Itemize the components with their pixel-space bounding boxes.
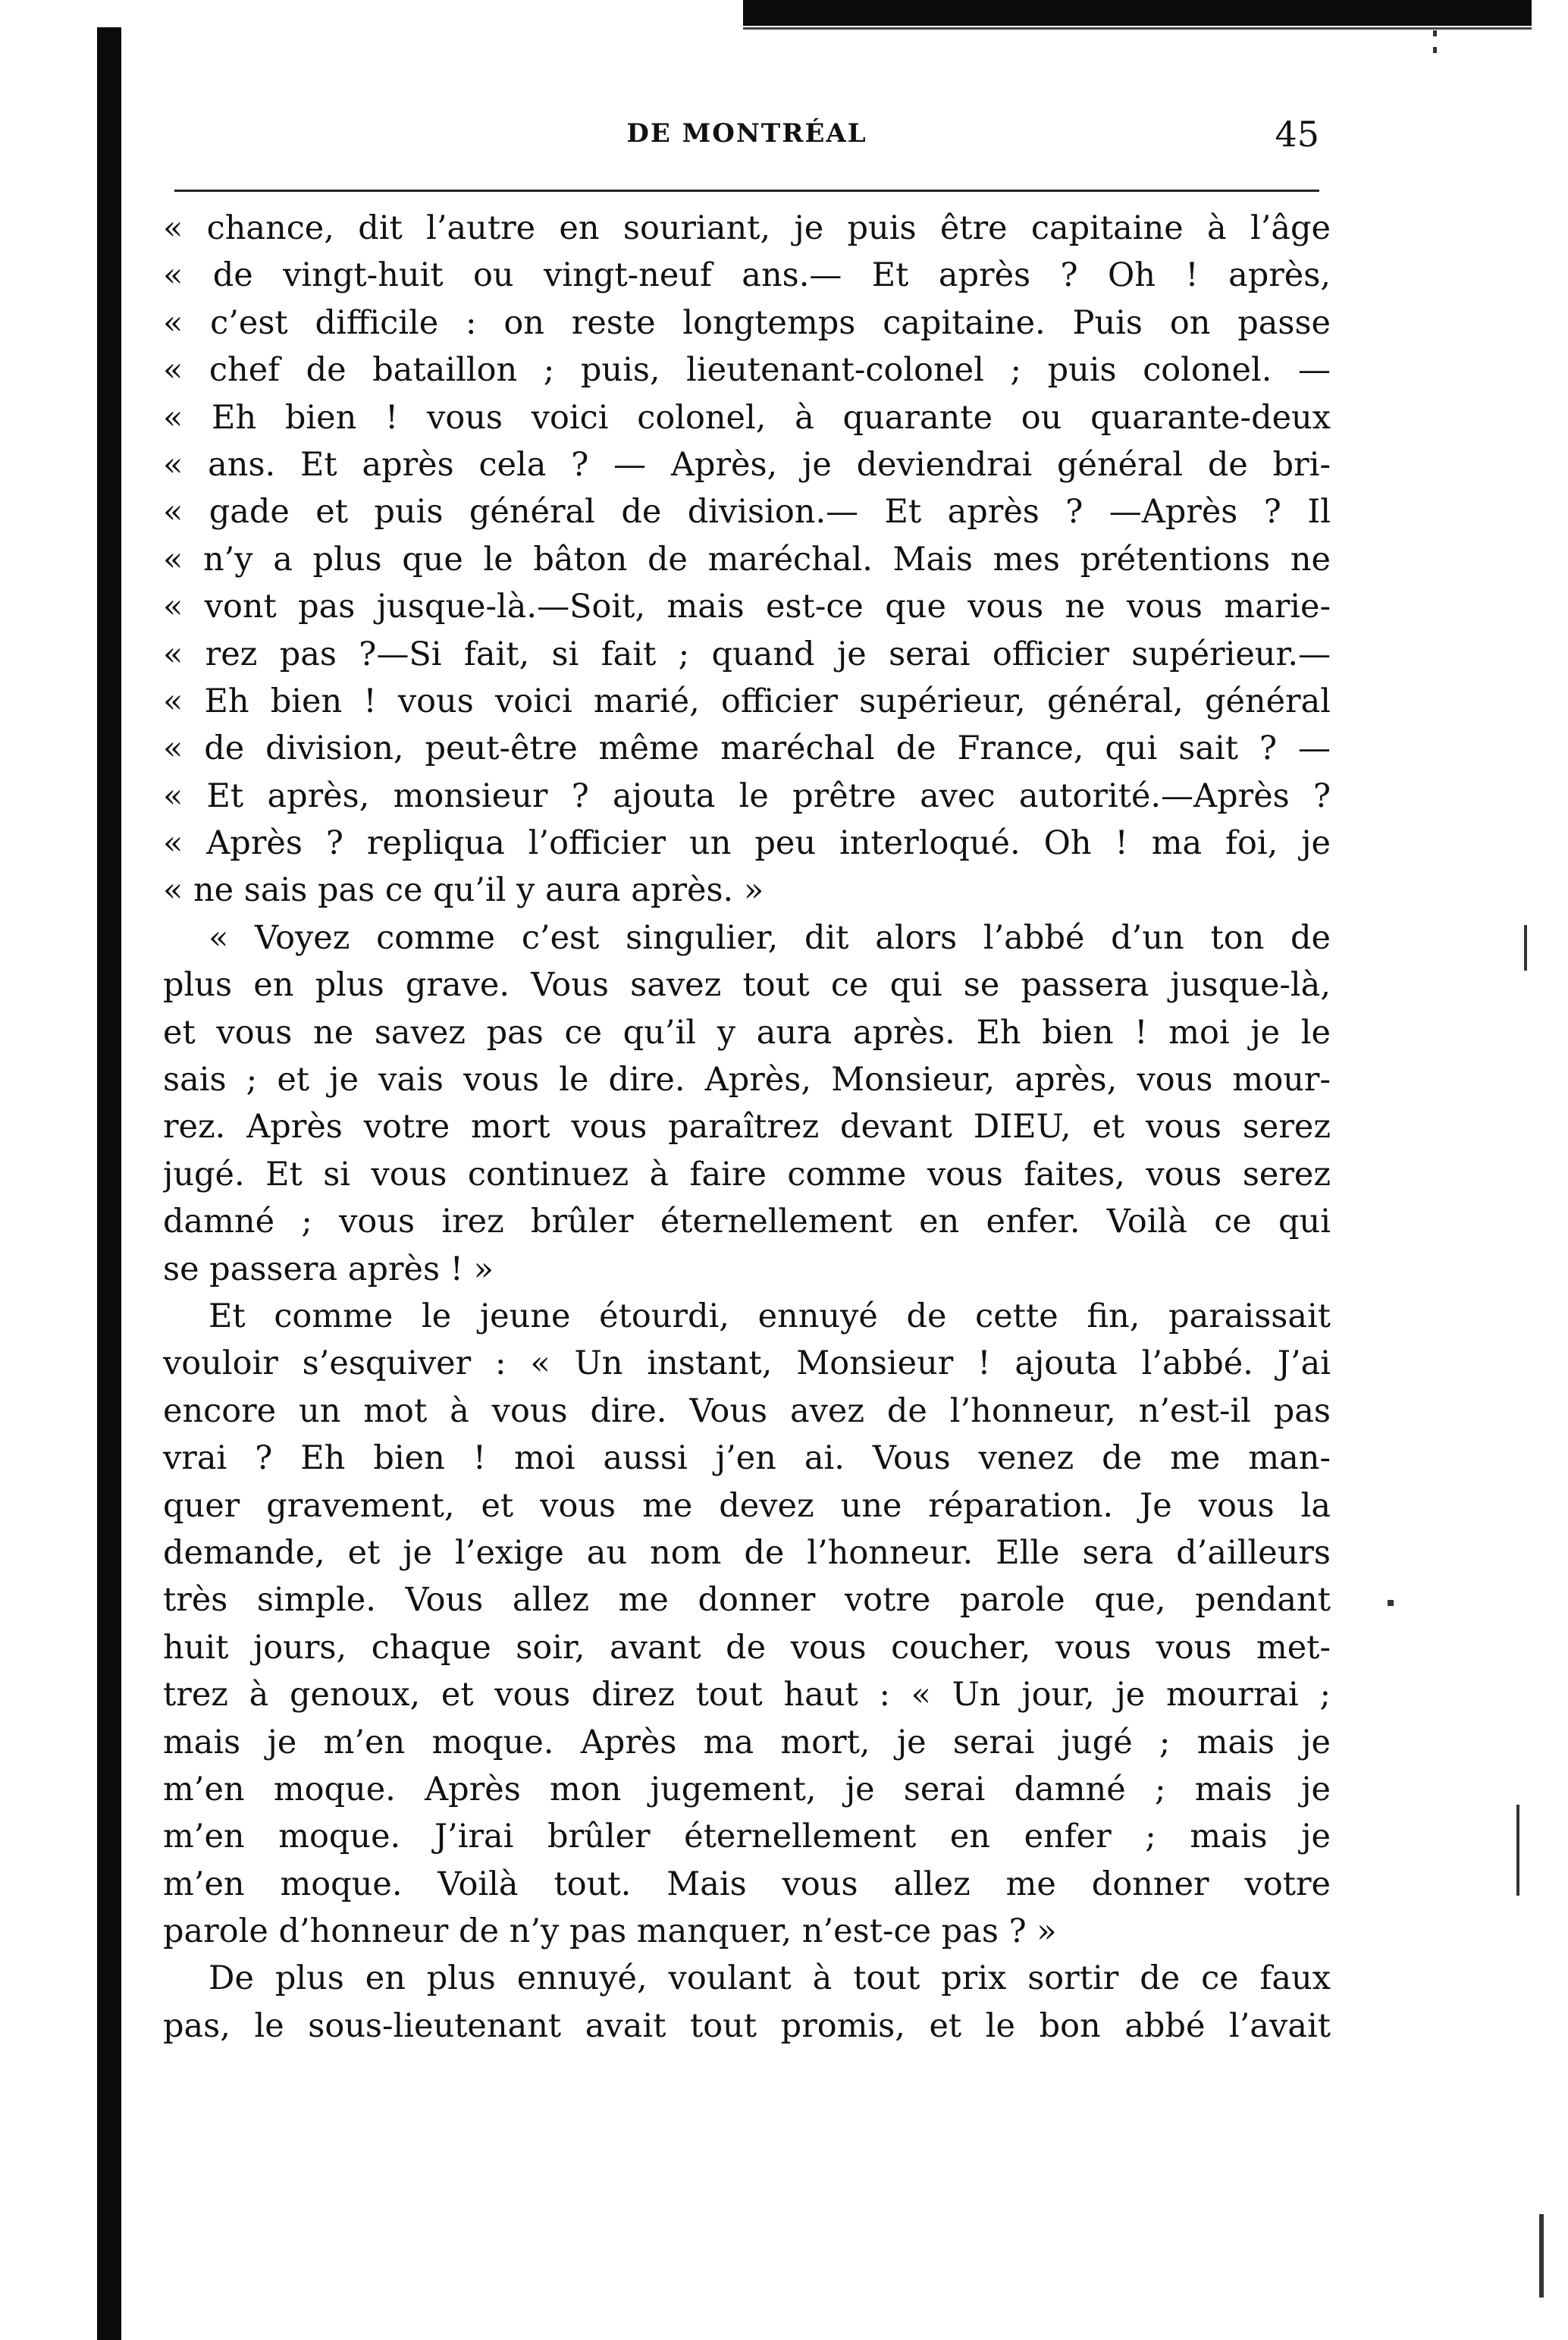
text-line: se passera après ! »: [163, 1250, 494, 1288]
running-title: DE MONTRÉAL: [626, 118, 867, 149]
text-line: sais ; et je vais vous le dire. Après, Monsieur, après, vous mour-: [163, 1061, 1331, 1099]
text-line: m’en moque. Après mon jugement, je serai damné ; mais je: [163, 1770, 1331, 1808]
scan-speck: [1539, 2214, 1544, 2298]
text-line: et vous ne savez pas ce qu’il y aura après. Eh bien ! moi je le: [163, 1013, 1331, 1052]
page-header: [174, 114, 1319, 167]
text-line: « Eh bien ! vous voici colonel, à quarante ou quarante-deux: [163, 398, 1331, 437]
top-scan-bar: [743, 0, 1532, 26]
text-line: parole d’honneur de n’y pas manquer, n’est-ce pas ? »: [163, 1912, 1057, 1951]
text-line: trez à genoux, et vous direz tout haut : « Un jour, je mourrai ;: [163, 1676, 1331, 1714]
text-line: jugé. Et si vous continuez à faire comme vous faites, vous serez: [163, 1155, 1331, 1194]
text-line: « de vingt-huit ou vingt-neuf ans.— Et après ? Oh ! après,: [163, 256, 1331, 295]
text-line: « vont pas jusque-là.—Soit, mais est-ce que vous ne vous marie-: [163, 588, 1331, 626]
text-line: plus en plus grave. Vous savez tout ce qui se passera jusque-là,: [163, 966, 1331, 1005]
text-line: vrai ? Eh bien ! moi aussi j’en ai. Vous venez de me man-: [163, 1439, 1331, 1478]
text-line: pas, le sous-lieutenant avait tout promis, et le bon abbé l’avait: [163, 2006, 1331, 2045]
text-line: quer gravement, et vous me devez une réparation. Je vous la: [163, 1486, 1331, 1525]
text-line: encore un mot à vous dire. Vous avez de l’honneur, n’est-il pas: [163, 1391, 1331, 1430]
scan-speck: [1516, 1805, 1519, 1896]
text-line: demande, et je l’exige au nom de l’honneur. Elle sera d’ailleurs: [163, 1533, 1331, 1572]
page-number: 45: [1275, 114, 1319, 155]
scan-speck: [1388, 1600, 1394, 1606]
text-line: damné ; vous irez brûler éternellement en enfer. Voilà ce qui: [163, 1203, 1331, 1241]
text-line: Et comme le jeune étourdi, ennuyé de cette fin, paraissait: [209, 1297, 1331, 1335]
book-spine-shadow: [97, 27, 121, 2340]
top-scan-line: [743, 27, 1532, 30]
text-line: « rez pas ?—Si fait, si fait ; quand je serai officier supérieur.—: [163, 635, 1331, 673]
scan-speck: [1433, 30, 1437, 36]
text-line: De plus en plus ennuyé, voulant à tout prix sortir de ce faux: [209, 1959, 1331, 1998]
text-line: « Après ? repliqua l’officier un peu interloqué. Oh ! ma foi, je: [163, 824, 1331, 863]
text-line: vouloir s’esquiver : « Un instant, Monsieur ! ajouta l’abbé. J’ai: [163, 1344, 1331, 1383]
text-line: mais je m’en moque. Après ma mort, je serai jugé ; mais je: [163, 1723, 1331, 1761]
text-line: très simple. Vous allez me donner votre parole que, pendant: [163, 1581, 1331, 1620]
text-line: « ne sais pas ce qu’il y aura après. »: [163, 871, 764, 910]
text-line: « Eh bien ! vous voici marié, officier supérieur, général, général: [163, 682, 1331, 720]
text-line: m’en moque. J’irai brûler éternellement en enfer ; mais je: [163, 1818, 1331, 1856]
body-text: [163, 205, 1331, 2050]
text-line: « chance, dit l’autre en souriant, je puis être capitaine à l’âge: [163, 209, 1331, 247]
text-line: « c’est difficile : on reste longtemps capitaine. Puis on passe: [163, 303, 1331, 342]
text-line: m’en moque. Voilà tout. Mais vous allez me donner votre: [163, 1865, 1331, 1903]
scan-speck: [1524, 925, 1527, 971]
scan-speck: [1433, 47, 1437, 53]
text-line: « Voyez comme c’est singulier, dit alors l’abbé d’un ton de: [209, 918, 1331, 957]
text-line: « chef de bataillon ; puis, lieutenant-colonel ; puis colonel. —: [163, 351, 1331, 390]
text-line: « ans. Et après cela ? — Après, je deviendrai général de bri-: [163, 445, 1331, 484]
text-line: « Et après, monsieur ? ajouta le prêtre avec autorité.—Après ?: [163, 776, 1331, 815]
text-line: « n’y a plus que le bâton de maréchal. Mais mes prétentions ne: [163, 540, 1331, 579]
text-line: « gade et puis général de division.— Et après ? —Après ? Il: [163, 493, 1331, 532]
text-line: huit jours, chaque soir, avant de vous coucher, vous vous met-: [163, 1628, 1331, 1667]
text-line: « de division, peut-être même maréchal de France, qui sait ? —: [163, 729, 1331, 768]
header-rule: [174, 190, 1319, 192]
text-line: rez. Après votre mort vous paraîtrez devant DIEU, et vous serez: [163, 1108, 1331, 1146]
